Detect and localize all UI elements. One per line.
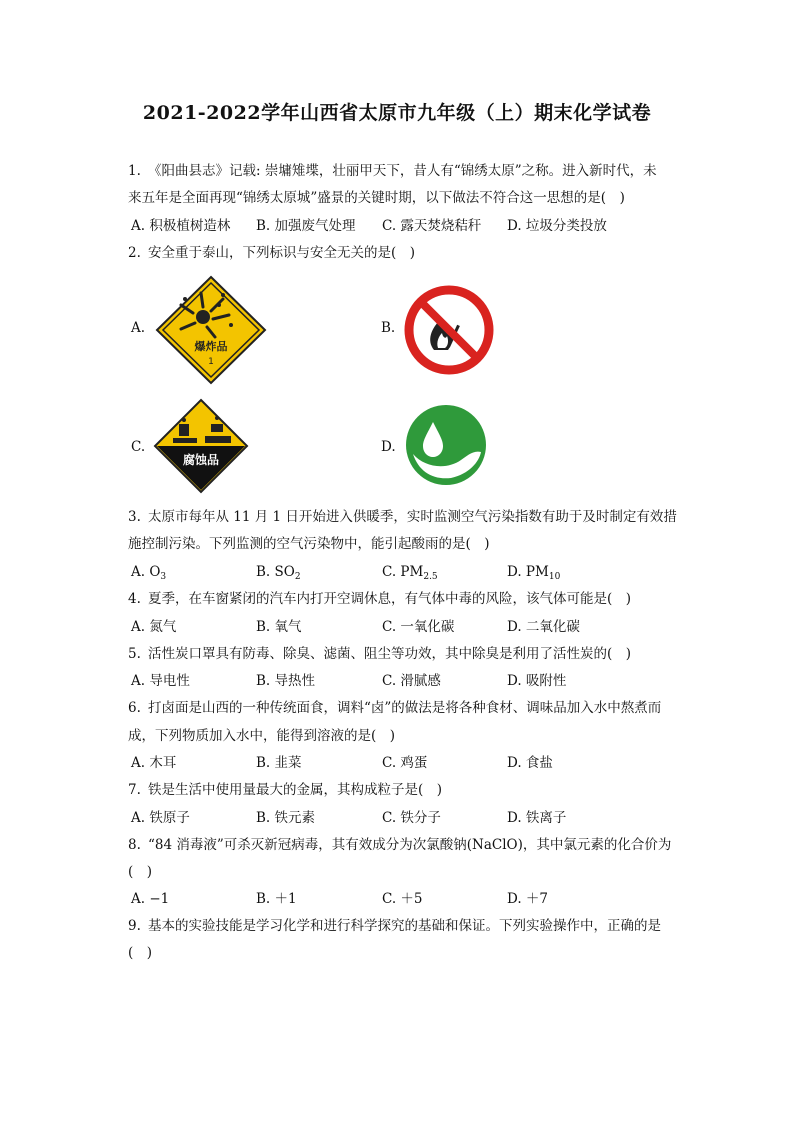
option-d[interactable]: D. $PM_{10}$: [507, 564, 561, 582]
option-c[interactable]: C. 一氧化碳: [382, 619, 455, 635]
option-d[interactable]: D. ＋7: [507, 891, 549, 907]
question-3-line-1: 3. 太原市每年从 11 月 1 日开始进入供暖季，实时监测空气污染指数有助于及时制定有效措: [128, 509, 677, 525]
question-4-line-1: 4. 夏季，在车窗紧闭的汽车内打开空调休息，有气体中毒的风险，该气体可能是( ): [128, 591, 632, 607]
question-9-line-2: ( ): [128, 945, 153, 961]
question-number: 1.: [128, 163, 141, 179]
question-5-line-1: 5. 活性炭口罩具有防毒、除臭、滤菌、阻尘等功效，其中除臭是利用了活性炭的( ): [128, 646, 632, 662]
option-c-label[interactable]: C.: [131, 439, 146, 455]
question-6-line-1: 6. 打卤面是山西的一种传统面食，调料“卤”的做法是将各种食材、调味品加入水中熬煮而: [128, 700, 662, 716]
explosive-sign-number: 1: [208, 357, 214, 367]
option-b[interactable]: B. 韭菜: [256, 755, 302, 771]
question-number: 3.: [128, 509, 141, 525]
option-a[interactable]: A. 积极植树造林: [131, 218, 231, 234]
question-8-line-2: ( ): [128, 864, 153, 880]
option-d[interactable]: D. 铁离子: [507, 810, 567, 826]
question-6-line-2: 成，下列物质加入水中，能得到溶液的是( ): [128, 728, 396, 744]
question-9-line-1: 9. 基本的实验技能是学习化学和进行科学探究的基础和保证。下列实验操作中，正确的是: [128, 918, 661, 934]
option-a[interactable]: A. 铁原子: [131, 810, 190, 826]
option-c[interactable]: C. ＋5: [382, 891, 423, 907]
question-2-line-1: 2. 安全重于泰山，下列标识与安全无关的是( ): [128, 245, 416, 261]
question-number: 7.: [128, 782, 141, 798]
question-3-line-2: 施控制污染。下列监测的空气污染物中，能引起酸雨的是( ): [128, 536, 490, 552]
option-d[interactable]: D. 吸附性: [507, 673, 567, 689]
option-b-label[interactable]: B.: [381, 320, 396, 336]
option-a[interactable]: A. −1: [131, 891, 170, 907]
option-c[interactable]: C. 滑腻感: [382, 673, 441, 689]
page-title: 2021-2022学年山西省太原市九年级（上）期末化学试卷: [142, 102, 652, 124]
option-c[interactable]: C. 鸡蛋: [382, 755, 428, 771]
option-b[interactable]: B. 铁元素: [256, 810, 316, 826]
option-c[interactable]: C. 铁分子: [382, 810, 441, 826]
option-a[interactable]: A. $O_3$: [131, 564, 167, 582]
option-a[interactable]: A. 氮气: [131, 619, 177, 635]
question-number: 2.: [128, 245, 141, 261]
question-number: 9.: [128, 918, 141, 934]
option-a-label[interactable]: A.: [131, 320, 146, 336]
option-b[interactable]: B. $SO_2$: [256, 564, 301, 582]
question-number: 8.: [128, 837, 141, 853]
water-saving-sign[interactable]: [403, 402, 489, 488]
option-d[interactable]: D. 食盐: [507, 755, 553, 771]
option-b[interactable]: B. 导热性: [256, 673, 316, 689]
option-d[interactable]: D. 垃圾分类投放: [507, 218, 607, 234]
question-1-line-1: 1. 《阳曲县志》记载: 崇墉雉堞，壮丽甲天下，昔人有“锦绣太原”之称。进入新时代，未: [128, 163, 657, 179]
option-a[interactable]: A. 导电性: [131, 673, 190, 689]
option-d[interactable]: D. 二氧化碳: [507, 619, 580, 635]
option-a[interactable]: A. 木耳: [131, 755, 177, 771]
corrosive-sign[interactable]: [153, 398, 249, 494]
question-1-line-2: 来五年是全面再现“锦绣太原城”盛景的关键时期，以下做法不符合这一思想的是( ): [128, 190, 625, 206]
option-c[interactable]: C. $PM_{2.5}$: [382, 564, 438, 582]
option-b[interactable]: B. ＋1: [256, 891, 297, 907]
question-number: 6.: [128, 700, 141, 716]
no-open-flame-sign[interactable]: [402, 284, 496, 376]
option-c[interactable]: C. 露天焚烧秸秆: [382, 218, 482, 234]
question-number: 4.: [128, 591, 141, 607]
explosive-sign-text: 爆炸品: [194, 340, 228, 353]
question-8-line-1: 8. “84 消毒液”可杀灭新冠病毒，其有效成分为次氯酸钠(NaClO)，其中氯元素的化合价为: [128, 837, 672, 853]
option-d-label[interactable]: D.: [381, 439, 396, 455]
explosive-sign[interactable]: [155, 275, 267, 385]
question-number: 5.: [128, 646, 141, 662]
option-b[interactable]: B. 氧气: [256, 619, 302, 635]
corrosive-sign-text: 腐蚀品: [182, 453, 220, 467]
option-b[interactable]: B. 加强废气处理: [256, 218, 356, 234]
question-7-line-1: 7. 铁是生活中使用量最大的金属，其构成粒子是( ): [128, 782, 443, 798]
